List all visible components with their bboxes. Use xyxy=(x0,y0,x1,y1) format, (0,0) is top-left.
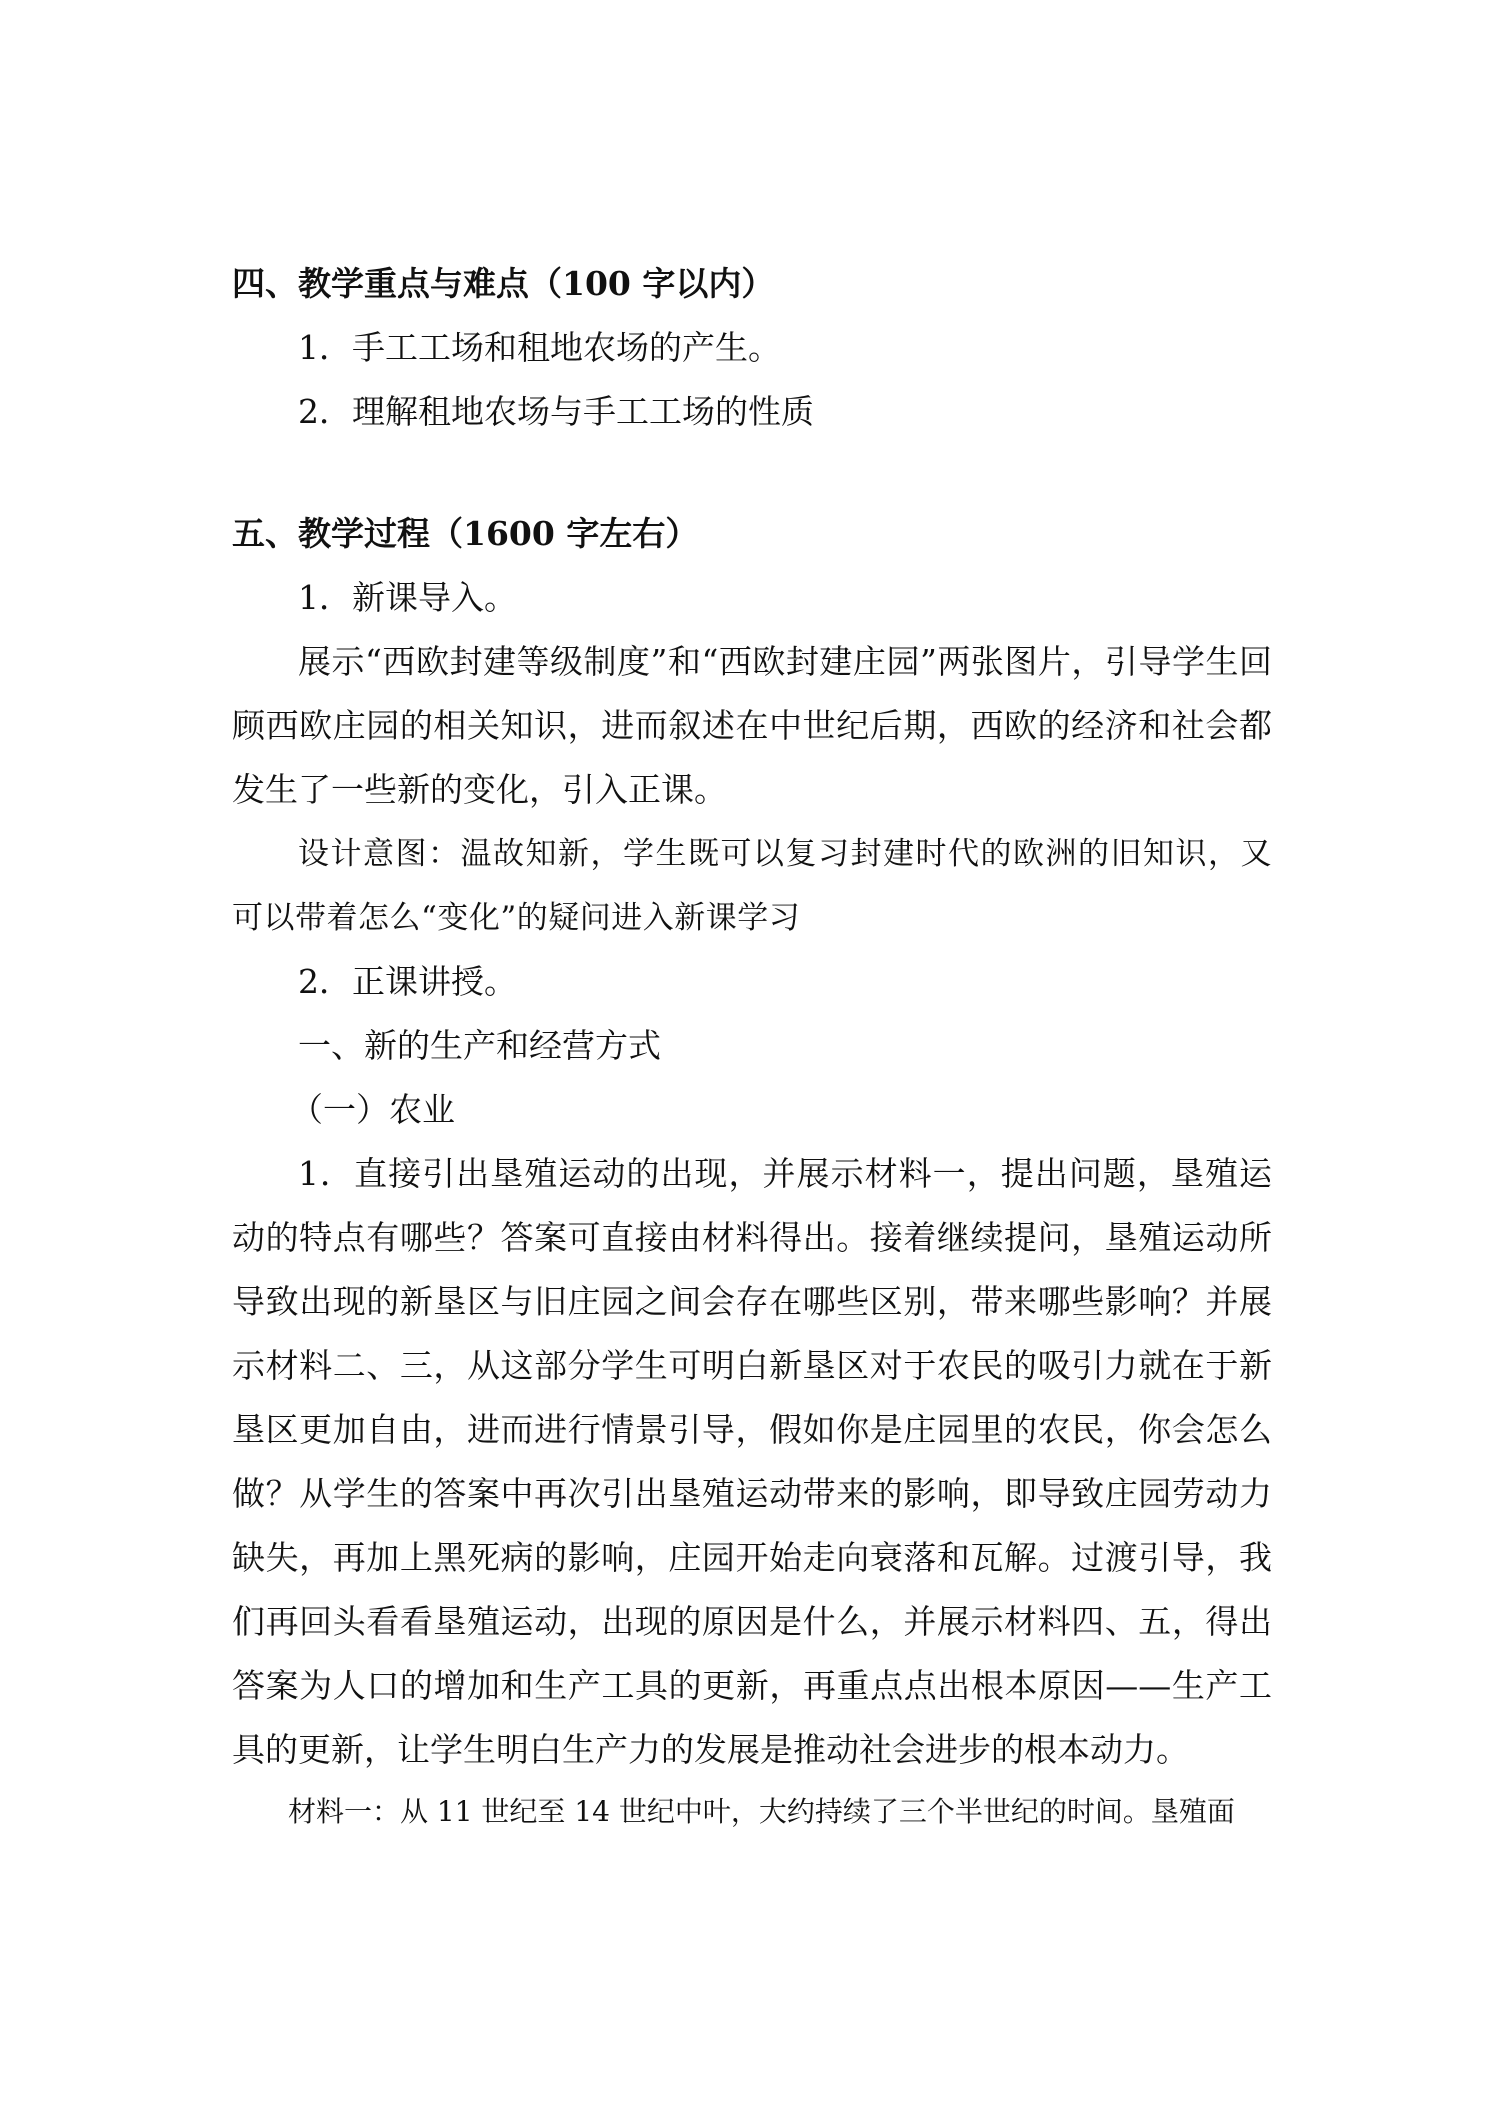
document-page xyxy=(232,252,1272,1842)
intro-paragraph: 展示“西欧封建等级制度”和“西欧封建庄园”两张图片，引导学生回顾西欧庄园的相关知识，进而叙述在中世纪后期，西欧的经济和社会都发生了一些新的变化，引入正课。 xyxy=(232,642,1272,809)
design-intent-paragraph: 设计意图：温故知新，学生既可以复习封建时代的欧洲的旧知识，又可以带着怎么“变化”的疑问进入新课学习 xyxy=(232,836,1272,936)
section4-heading: 四、教学重点与难点（100 字以内） xyxy=(232,264,775,303)
section4-item-1: 1．手工工场和租地农场的产生。 xyxy=(298,328,781,367)
step1-title: 1．新课导入。 xyxy=(298,578,517,617)
section4-item-2: 2．理解租地农场与手工工场的性质 xyxy=(298,392,814,431)
agriculture-paragraph: 1．直接引出垦殖运动的出现，并展示材料一，提出问题，垦殖运动的特点有哪些？答案可直接由材料得出。接着继续提问，垦殖运动所导致出现的新垦区与旧庄园之间会存在哪些区别，带来哪些影响？并展示材料二、三，从这部分学生可明白新垦区对于农民的吸引力就在于新垦区更加自由，进而进行情景引导，假如你是庄园里的农民，你会怎么做？从学生的答案中再次引出垦殖运动带来的影响，即导致庄园劳动力缺失，再加上黑死病的影响，庄园开始走向衰落和瓦解。过渡引导，我们再回头看看垦殖运动，出现的原因是什么，并展示材料四、五，得出答案为人口的增加和生产工具的更新，再重点点出根本原因——生产工具的更新，让学生明白生产力的发展是推动社会进步的根本动力。 xyxy=(232,1154,1272,1769)
subheading-new-production: 一、新的生产和经营方式 xyxy=(298,1026,661,1065)
material-1-text: 材料一：从 11 世纪至 14 世纪中叶，大约持续了三个半世纪的时间。垦殖面 xyxy=(288,1795,1235,1828)
section5-heading: 五、教学过程（1600 字左右） xyxy=(232,514,699,553)
section-gap xyxy=(232,444,1272,502)
step2-title: 2．正课讲授。 xyxy=(298,962,517,1001)
subheading-agriculture: （一）农业 xyxy=(290,1090,455,1129)
